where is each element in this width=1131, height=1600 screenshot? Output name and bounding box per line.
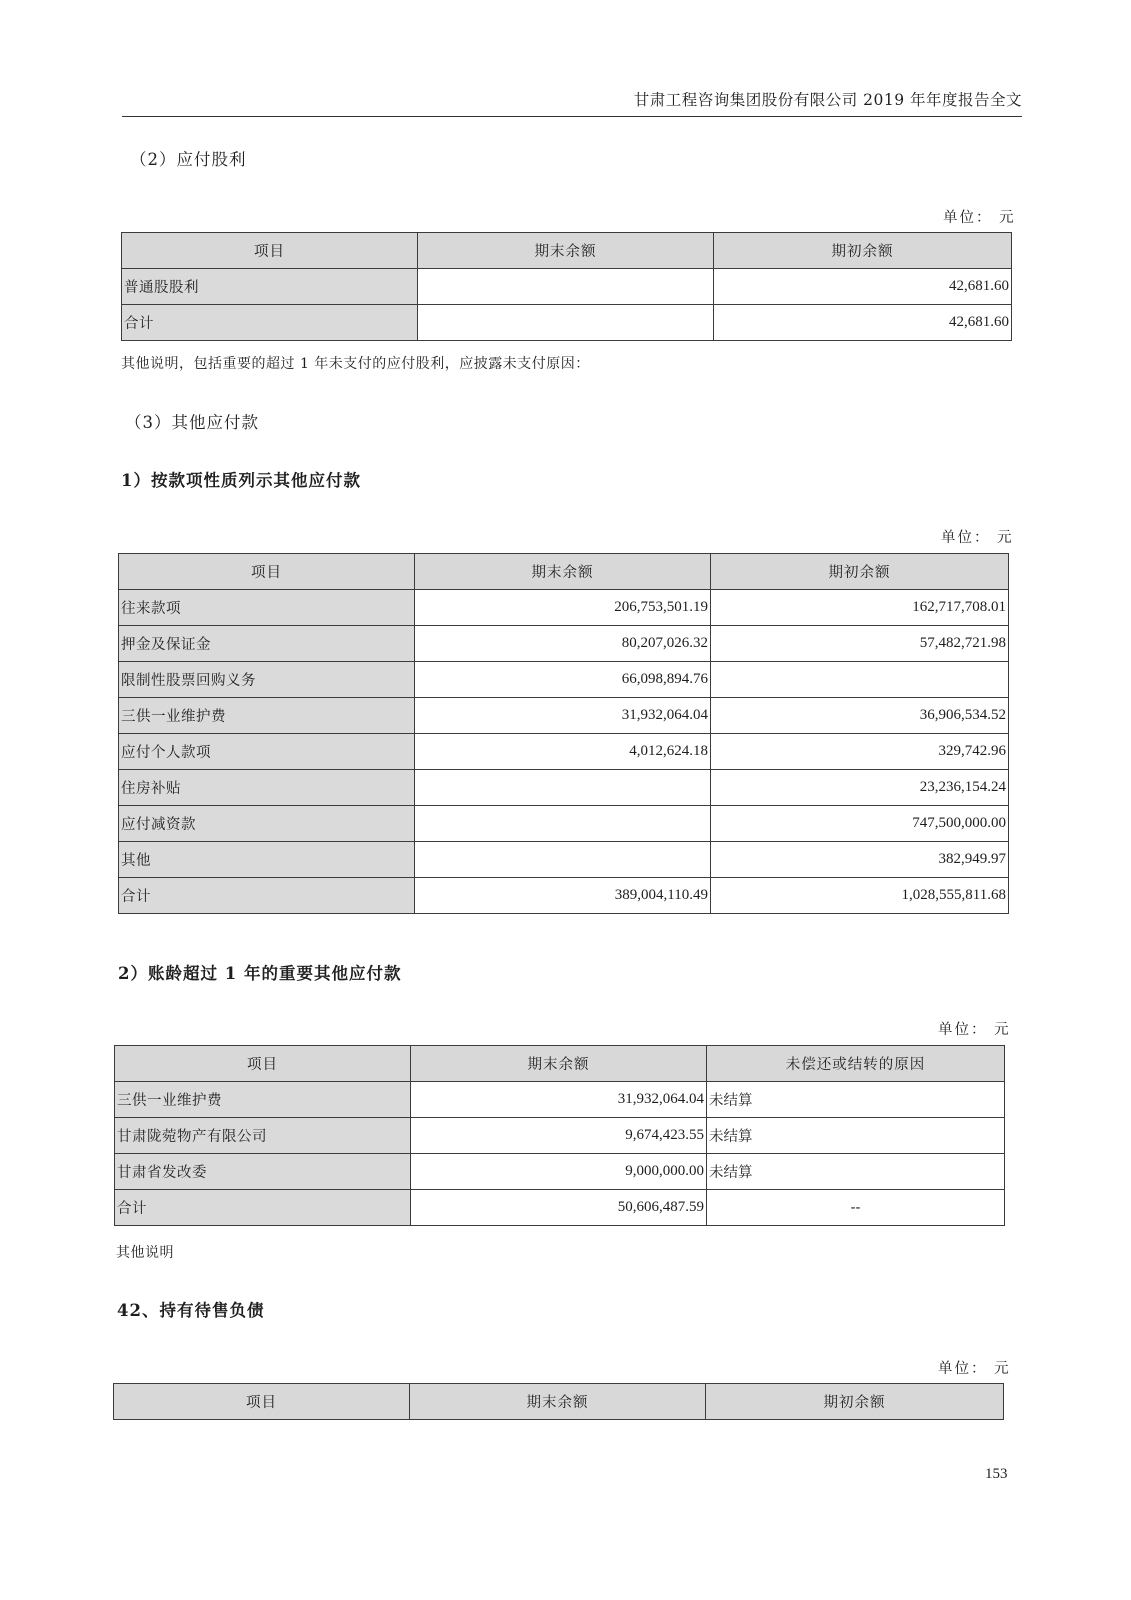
column-header: 期初余额	[706, 1384, 1004, 1420]
row-end-balance: 206,753,501.19	[415, 590, 711, 626]
table-row	[119, 662, 1009, 698]
row-item: 甘肃陇菀物产有限公司	[115, 1118, 411, 1154]
other-payables-table	[118, 553, 1009, 914]
aged-payables-table	[114, 1045, 1005, 1226]
aged-payables-note: 其他说明	[116, 1245, 174, 1261]
row-end-balance	[418, 305, 714, 341]
column-header: 未偿还或结转的原因	[707, 1046, 1005, 1082]
row-item: 普通股股利	[122, 269, 418, 305]
table-row	[115, 1082, 1005, 1118]
row-begin-balance: 23,236,154.24	[711, 770, 1009, 806]
table-header-row	[122, 233, 1012, 269]
row-begin-balance: 42,681.60	[714, 305, 1012, 341]
dividends-unit: 单位： 元	[943, 210, 1016, 226]
held-for-sale-unit: 单位： 元	[938, 1361, 1011, 1377]
row-end-balance: 31,932,064.04	[411, 1082, 707, 1118]
row-end-balance	[415, 842, 711, 878]
table-row	[119, 590, 1009, 626]
row-end-balance	[415, 806, 711, 842]
held-for-sale-table	[113, 1383, 1004, 1420]
row-begin-balance: 1,028,555,811.68	[711, 878, 1009, 914]
row-item: 甘肃省发改委	[115, 1154, 411, 1190]
row-reason: --	[707, 1190, 1005, 1226]
row-end-balance: 50,606,487.59	[411, 1190, 707, 1226]
table-row	[122, 269, 1012, 305]
row-end-balance: 9,674,423.55	[411, 1118, 707, 1154]
table-header-row	[115, 1046, 1005, 1082]
row-begin-balance: 36,906,534.52	[711, 698, 1009, 734]
column-header: 期初余额	[714, 233, 1012, 269]
aged-payables-heading: 2）账龄超过 1 年的重要其他应付款	[118, 964, 402, 983]
row-item: 三供一业维护费	[119, 698, 415, 734]
row-item: 合计	[119, 878, 415, 914]
table-row	[119, 842, 1009, 878]
column-header: 期初余额	[711, 554, 1009, 590]
other-payables-sub1-heading: 1）按款项性质列示其他应付款	[121, 471, 361, 490]
row-reason: 未结算	[707, 1082, 1005, 1118]
column-header: 项目	[122, 233, 418, 269]
row-item: 限制性股票回购义务	[119, 662, 415, 698]
row-item: 住房补贴	[119, 770, 415, 806]
row-begin-balance: 382,949.97	[711, 842, 1009, 878]
row-end-balance: 9,000,000.00	[411, 1154, 707, 1190]
row-item: 其他	[119, 842, 415, 878]
page-header: 甘肃工程咨询集团股份有限公司 2019 年年度报告全文	[122, 88, 1022, 117]
row-end-balance: 4,012,624.18	[415, 734, 711, 770]
column-header: 期末余额	[411, 1046, 707, 1082]
column-header: 期末余额	[418, 233, 714, 269]
aged-payables-unit: 单位： 元	[938, 1022, 1011, 1038]
column-header: 项目	[114, 1384, 410, 1420]
row-reason: 未结算	[707, 1154, 1005, 1190]
row-begin-balance: 329,742.96	[711, 734, 1009, 770]
table-row	[119, 878, 1009, 914]
row-end-balance	[418, 269, 714, 305]
table-row	[119, 734, 1009, 770]
held-for-sale-heading: 42、持有待售负债	[117, 1301, 265, 1320]
row-begin-balance: 162,717,708.01	[711, 590, 1009, 626]
table-row	[122, 305, 1012, 341]
table-header-row	[114, 1384, 1004, 1420]
row-item: 三供一业维护费	[115, 1082, 411, 1118]
row-item: 往来款项	[119, 590, 415, 626]
table-row	[119, 626, 1009, 662]
table-row	[119, 698, 1009, 734]
row-begin-balance	[711, 662, 1009, 698]
row-reason: 未结算	[707, 1118, 1005, 1154]
table-row	[115, 1154, 1005, 1190]
row-item: 合计	[122, 305, 418, 341]
dividends-table	[121, 232, 1012, 341]
other-payables-sub1-unit: 单位： 元	[941, 530, 1014, 546]
row-item: 合计	[115, 1190, 411, 1226]
row-end-balance: 389,004,110.49	[415, 878, 711, 914]
row-item: 应付个人款项	[119, 734, 415, 770]
table-row	[119, 806, 1009, 842]
page-number: 153	[985, 1466, 1008, 1482]
dividends-heading: （2）应付股利	[130, 150, 247, 169]
row-end-balance: 31,932,064.04	[415, 698, 711, 734]
row-begin-balance: 747,500,000.00	[711, 806, 1009, 842]
row-begin-balance: 42,681.60	[714, 269, 1012, 305]
row-item: 应付减资款	[119, 806, 415, 842]
column-header: 项目	[115, 1046, 411, 1082]
other-payables-heading: （3）其他应付款	[125, 413, 259, 432]
table-row	[115, 1190, 1005, 1226]
column-header: 项目	[119, 554, 415, 590]
row-end-balance: 80,207,026.32	[415, 626, 711, 662]
table-header-row	[119, 554, 1009, 590]
column-header: 期末余额	[415, 554, 711, 590]
row-end-balance: 66,098,894.76	[415, 662, 711, 698]
dividends-note: 其他说明，包括重要的超过 1 年未支付的应付股利，应披露未支付原因：	[121, 356, 590, 372]
row-item: 押金及保证金	[119, 626, 415, 662]
table-row	[115, 1118, 1005, 1154]
column-header: 期末余额	[410, 1384, 706, 1420]
row-end-balance	[415, 770, 711, 806]
row-begin-balance: 57,482,721.98	[711, 626, 1009, 662]
table-row	[119, 770, 1009, 806]
